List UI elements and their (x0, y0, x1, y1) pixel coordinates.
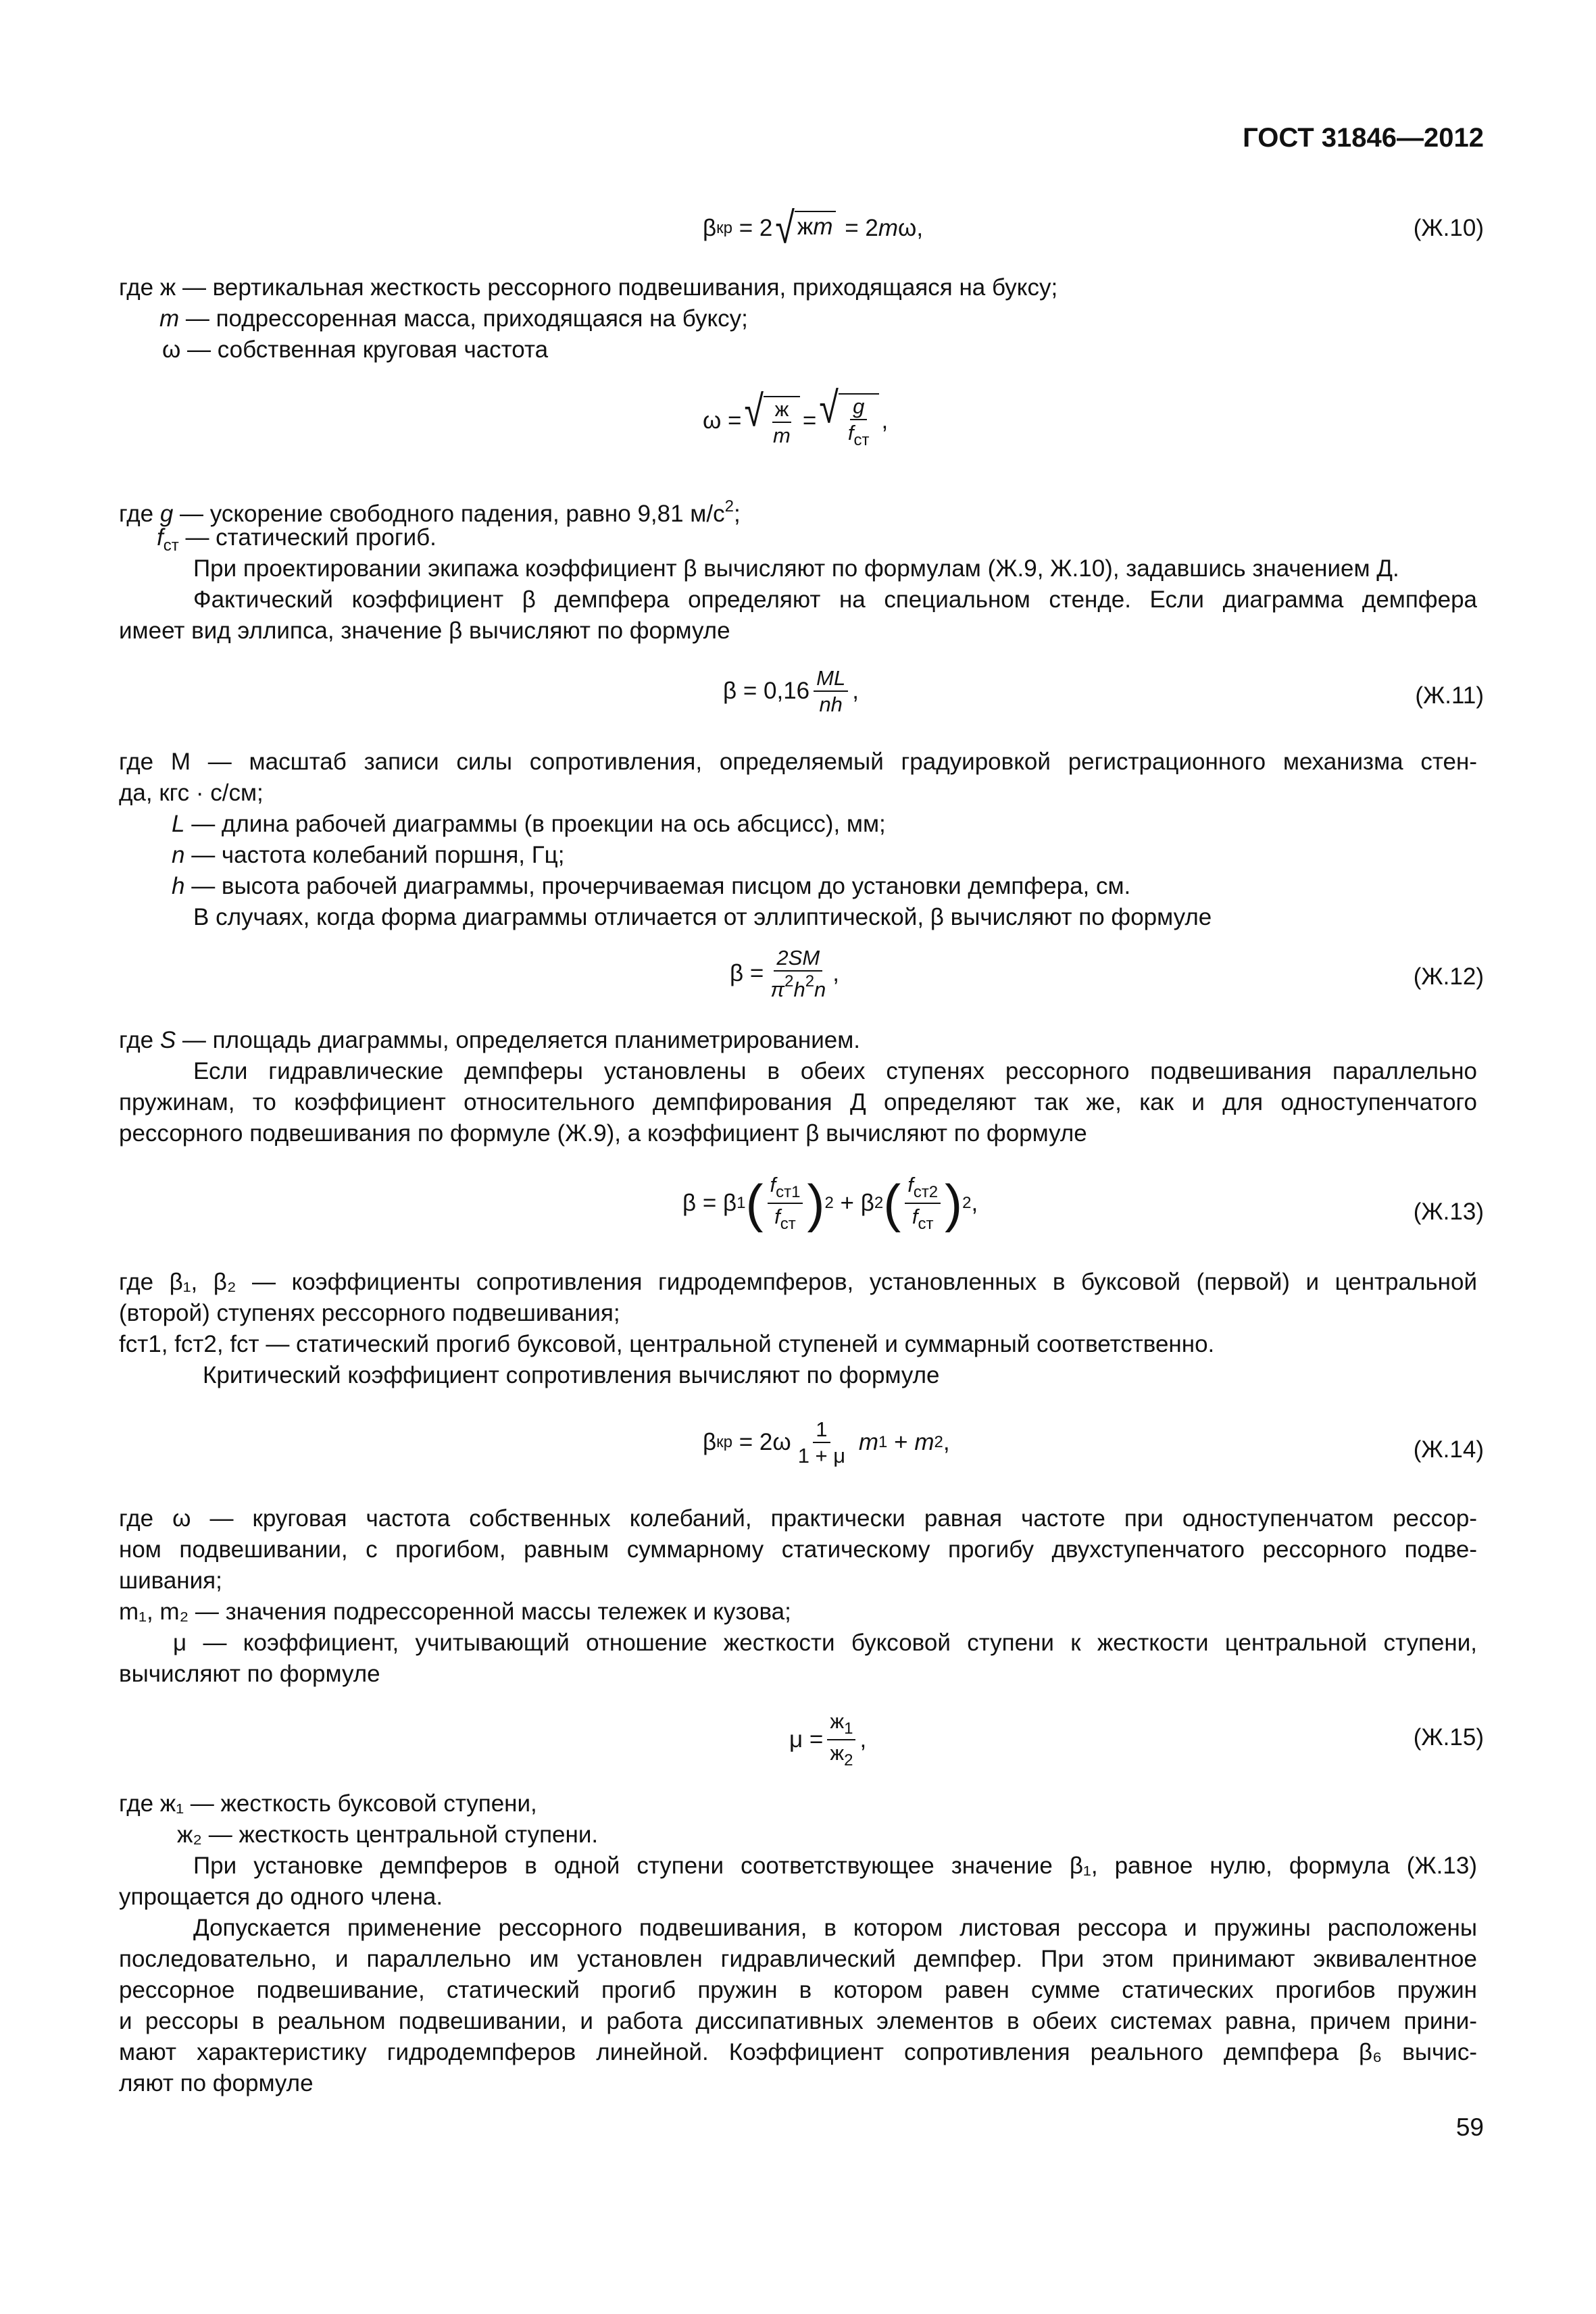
text-line: пружинам, то коэффициент относительного демпфирования Д определяют так же, как и для одноступенчатого (119, 1089, 1477, 1115)
text-line: где ж₁ — жесткость буксовой ступени, (119, 1790, 537, 1817)
text-line: fст1, fст2, fст — статический прогиб буксовой, центральной ступеней и суммарный соответственно. (119, 1331, 1215, 1357)
text-line: Критический коэффициент сопротивления вычисляют по формуле (203, 1362, 940, 1388)
text-line: и рессоры в реальном подвешивании, и работа диссипативных элементов в обеих системах равна, причем прини- (119, 2008, 1477, 2034)
text-line: При проектировании экипажа коэффициент β вычисляют по формулам (Ж.9, Ж.10), задавшись значением Д. (193, 555, 1399, 582)
equation-number: (Ж.15) (1413, 1724, 1484, 1751)
text-line: шивания; (119, 1567, 222, 1594)
text-line: где S — площадь диаграммы, определяется планиметрированием. (119, 1027, 861, 1053)
text-line: Допускается применение рессорного подвешивания, в котором листовая рессора и пружины расположены (193, 1915, 1477, 1941)
text-line: ляют по формуле (119, 2070, 314, 2096)
equation-number: (Ж.12) (1413, 963, 1484, 990)
equation-number: (Ж.11) (1415, 682, 1484, 709)
text-line: рессорное подвешивание, статический прогиб пружин в котором равен сумме статических прогибов пружин (119, 1977, 1477, 2003)
equation-number: (Ж.13) (1413, 1199, 1484, 1225)
formula-zh14: β кр = 2ω $\frac{1}{1 + \mu}$ m 1 + m 2 , (703, 1417, 950, 1467)
text-line: Фактический коэффициент β демпфера определяют на специальном стенде. Если диаграмма демпфера (193, 586, 1477, 613)
text-line: L — длина рабочей диаграммы (в проекции на ось абсцисс), мм; (172, 811, 886, 837)
text-line: $f_{ст}$ — статический прогиб. (157, 524, 437, 555)
text-line: где ω — круговая частота собственных колебаний, практически равная частоте при одноступенчатом рессор- (119, 1505, 1477, 1532)
formula-zh15: μ = $\frac{ж_1}{ж_2}$ , (789, 1709, 867, 1769)
text-line: где g — ускорение свободного падения, равно 9,81 $м/с^2$; (119, 497, 741, 527)
text-line: где ж — вертикальная жесткость рессорного подвешивания, приходящаяся на буксу; (119, 274, 1058, 301)
text-line: (второй) ступенях рессорного подвешивания; (119, 1300, 620, 1326)
text-line: h — высота рабочей диаграммы, прочерчиваемая писцом до установки демпфера, см. (172, 873, 1131, 899)
text-line: да, кгс · с/см; (119, 780, 264, 806)
formula-zh12: β = $\frac{2SM}{\pi^2h^2n}$ , (730, 946, 840, 1001)
text-line: последовательно, и параллельно им установлен гидравлический демпфер. При этом принимают эквивалентное (119, 1946, 1477, 1972)
text-line: В случаях, когда форма диаграммы отличается от эллиптической, β вычисляют по формуле (193, 904, 1212, 930)
text-line: рессорного подвешивания по формуле (Ж.9), а коэффициент β вычисляют по формуле (119, 1120, 1087, 1147)
text-line: где М — масштаб записи силы сопротивления, определяемый градуировкой регистрационного механизма стен- (119, 749, 1477, 775)
text-line: упрощается до одного члена. (119, 1884, 443, 1910)
text-line: ω — собственная круговая частота (162, 336, 549, 363)
text-line: ном подвешивании, с прогибом, равным суммарному статическому прогибу двухступенчатого рессорного подве- (119, 1536, 1477, 1563)
document-header: ГОСТ 31846—2012 (1243, 123, 1484, 153)
text-line: где β₁, β₂ — коэффициенты сопротивления гидродемпферов, установленных в буксовой (первой) и центральной (119, 1269, 1477, 1295)
text-line: m₁, m₂ — значения подрессоренной массы тележек и кузова; (119, 1599, 791, 1625)
equation-number: (Ж.10) (1413, 215, 1484, 241)
text-line: мают характеристику гидродемпферов линейной. Коэффициент сопротивления реального демпфера β₆ вычис- (119, 2039, 1477, 2065)
page-number: 59 (1455, 2113, 1484, 2141)
text-line: n — частота колебаний поршня, Гц; (172, 842, 565, 868)
text-line: m — подрессоренная масса, приходящаяся на буксу; (159, 305, 748, 332)
formula-zh11: β = 0,16 $\frac{ML}{nh}$ , (723, 666, 859, 716)
text-line: При установке демпферов в одной ступени соответствующее значение β₁, равное нулю, формула (Ж.13) (193, 1853, 1477, 1879)
text-line: имеет вид эллипса, значение β вычисляют по формуле (119, 618, 730, 644)
text-line: μ — коэффициент, учитывающий отношение жесткости буксовой ступени к жесткости центральной ступени, (173, 1630, 1477, 1656)
text-line: ж₂ — жесткость центральной ступени. (177, 1821, 599, 1848)
equation-number: (Ж.14) (1413, 1436, 1484, 1463)
formula-zh10: β кр = 2 √ жm = 2 m ω, (703, 203, 924, 253)
text-line: Если гидравлические демпферы установлены в обеих ступенях рессорного подвешивания параллельно (193, 1058, 1477, 1084)
formula-omega: ω = √ $\frac{ж}{m}$ = √ $\frac{g}{f_{ст}}$ , (703, 384, 889, 449)
text-line: вычисляют по формуле (119, 1661, 380, 1687)
formula-zh13: β = β 1 ( $\frac{f_{ст1}}{f_{ст}}$ ) 2 + β 2 ( $\frac{f_{ст2}}{f_{ст}}$ ) 2 , (682, 1173, 978, 1233)
